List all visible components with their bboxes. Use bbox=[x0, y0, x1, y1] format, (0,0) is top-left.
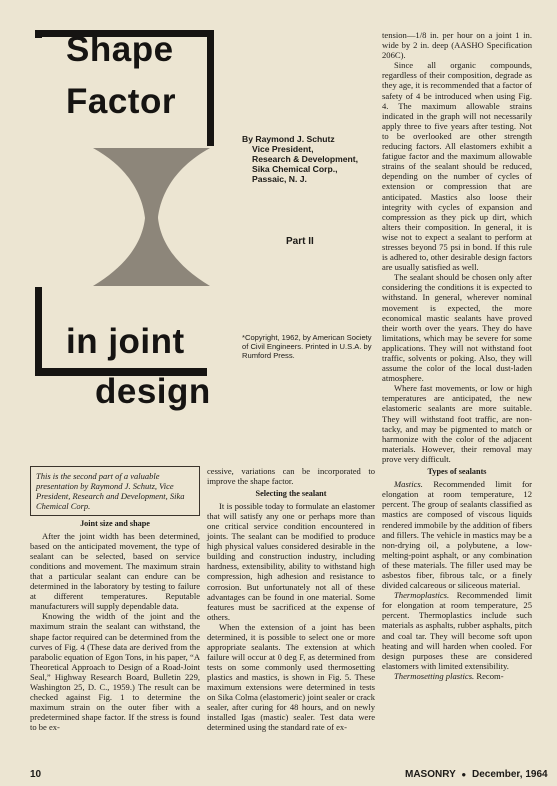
title-word-design: design bbox=[95, 372, 211, 411]
col3-paragraph-0: tension—1/8 in. per hour on a joint 1 in. wide by 2 in. deep (AASHO Specification 206C). bbox=[382, 30, 532, 61]
mastics-text: Recommended limit for elongation at room temperature, 12 percent. The group of sealants classified as mastics are composed of viscous liquids rendered immobile by the addition of fibers and fillers. The vehicle in mastics may be a non-drying oil, a polybutene, a low-melting-point asphalt, or any combination of these materials. The filler used may be asbestos fiber, fibrous talc, or a finely divided calcareous or siliceous material. bbox=[382, 479, 532, 591]
byline-company: Sika Chemical Corp., bbox=[252, 164, 338, 174]
hourglass-joint-shape bbox=[93, 148, 210, 286]
author-byline bbox=[242, 134, 372, 184]
byline-department: Research & Development, bbox=[252, 154, 359, 164]
magazine-name: MASONRY bbox=[405, 769, 456, 780]
column-2 bbox=[207, 466, 375, 732]
heading-selecting-sealant: Selecting the sealant bbox=[255, 489, 327, 499]
col2-paragraph-2: When the extension of a joint has been determined, it is possible to select one or more appropriate sealants. The extension at which failure will occur at 0 deg F, as determined from tests on some commonly used thermosetting plastics and mastics, is shown in Fig. 5. These maximum extensions were determined in tests on Sika Colma (elastomeric) joint sealer or crack sealer, after curing for 48 hours, and on newly installed Igas (mastic) sealer. Test data were determined using the standard rate of ex- bbox=[207, 621, 375, 733]
part-label: Part II bbox=[286, 236, 314, 247]
intro-box: This is the second part of a valuable presentation by Raymond J. Schutz, Vice President, Research and Development, Sika Chemical Corp. bbox=[30, 466, 200, 516]
col2-paragraph-1: It is possible today to formulate an elastomer that will satisfy any one or perhaps more than one critical service condition encountered in joints. The sealant can be modified to produce high physical values considered desirable in the building and construction industry, including hardness, extensibility, ability to withstand high compression, high adhesion and resistance to corrosion. But unfortunately not all of these advantages can be found in one material. Some features must be sacrificed at the expense of others. bbox=[207, 501, 375, 622]
title-word-shape: Shape bbox=[66, 30, 174, 69]
col1-paragraph-2: Knowing the width of the joint and the maximum strain the sealant can withstand, the shape factor required can be determined from the curves of Fig. 4 (These data are derived from the parabolic equation of Egon Tons, in his paper, “A Theoretical Approach to Design of a Road-Joint Seal,” Highway Research Board, Bulletin 229, Washington 25, D. C., 1959.) The result can be checked against Fig. 1 to determine the maximum strain on the outer fiber with a predetermined shape factor. If the stress is found to be ex- bbox=[30, 611, 200, 732]
col3-paragraph-thermosetting bbox=[382, 671, 532, 681]
col3-paragraph-3: Where fast movements, or low or high temperatures are anticipated, the new elastomeric sealants are more suitable. They will withstand foot traffic, are non-tacky, and may be pigmented to match or harmonize with the color of the adjacent materials. However, their removal may prove very difficult. bbox=[382, 383, 532, 464]
footer-magazine bbox=[405, 769, 548, 780]
copyright-note: *Copyright, 1962, by American Society of Civil Engineers. Printed in U.S.A. by Rumford Press. bbox=[242, 333, 372, 360]
lead-mastics: Mastics. bbox=[394, 479, 423, 490]
lead-thermoplastics: Thermoplastics. bbox=[394, 590, 450, 601]
col3-paragraph-mastics bbox=[382, 479, 532, 590]
col3-paragraph-thermoplastics bbox=[382, 590, 532, 671]
byline-title: Vice President, bbox=[252, 144, 314, 154]
col3-paragraph-2: The sealant should be chosen only after considering the conditions it is expected to withstand. In general, wherever nominal movement is expected, the more economical mastic sealants have proved their worth over the years. They do have limitations, which may be severe for some applications. They will not withstand foot traffic, solvents or poking. Also, they will assume the color of the local dust-laden atmosphere. bbox=[382, 272, 532, 384]
col2-paragraph-0: cessive, variations can be incorporated to improve the shape factor. bbox=[207, 466, 375, 487]
column-1 bbox=[30, 516, 200, 732]
issue-date: December, 1964 bbox=[471, 769, 548, 780]
col1-paragraph-1: After the joint width has been determined, based on the anticipated movement, the type of sealant can be selected, based on service conditions and movement. The maximum strain that a particular sealant can endure can be determined in the laboratory by testing to failure at different temperatures. Reputable manufacturers will supply dependable data. bbox=[30, 531, 200, 612]
col3-paragraph-1: Since all organic compounds, regardless of their composition, degrade as they age, it is recommended that a factor of safety of 4 be introduced when using Fig. 4. The maximum allowable strains indicated in the graph will not necessarily apply three to five years after testing. Not to be overlooked are other strength reducing factors. All elastomers exhibit a fatigue factor and the maximum allowable strains of the sealant should be reduced, depending on the number of cycles of extension or compression that are anticipated. Mastics also loose their integrity with cycles of expansion and compression as they pick up dirt, which alters their composition. In general, it is wise not to expect a sealant to perform at stresses beyond 75 psi in bond. If this rule is adhered to, other desirable design factors are usually satisfied as well. bbox=[382, 60, 532, 273]
thermosetting-text: Recom- bbox=[476, 670, 504, 681]
title-word-factor: Factor bbox=[66, 82, 176, 121]
byline-location: Passaic, N. J. bbox=[252, 174, 307, 184]
byline-author: By Raymond J. Schutz bbox=[242, 134, 335, 144]
title-word-in-joint: in joint bbox=[66, 322, 185, 361]
lead-thermosetting: Thermosetting plastics. bbox=[394, 670, 475, 681]
heading-types-of-sealants: Types of sealants bbox=[427, 467, 487, 477]
footer-bullet: ● bbox=[461, 770, 467, 779]
thermoplastics-text: Recommended limit for elongation at room temperature, 25 percent. Thermoplastics include such materials as asphalts, rubber asphalts, pitch and coal tar. They will become soft upon heating and will harden when cooled. For design purposes these are considered elastomers with limited extensibility. bbox=[382, 590, 532, 671]
column-3 bbox=[382, 30, 532, 681]
page-number: 10 bbox=[30, 769, 42, 780]
heading-joint-size: Joint size and shape bbox=[80, 519, 150, 528]
